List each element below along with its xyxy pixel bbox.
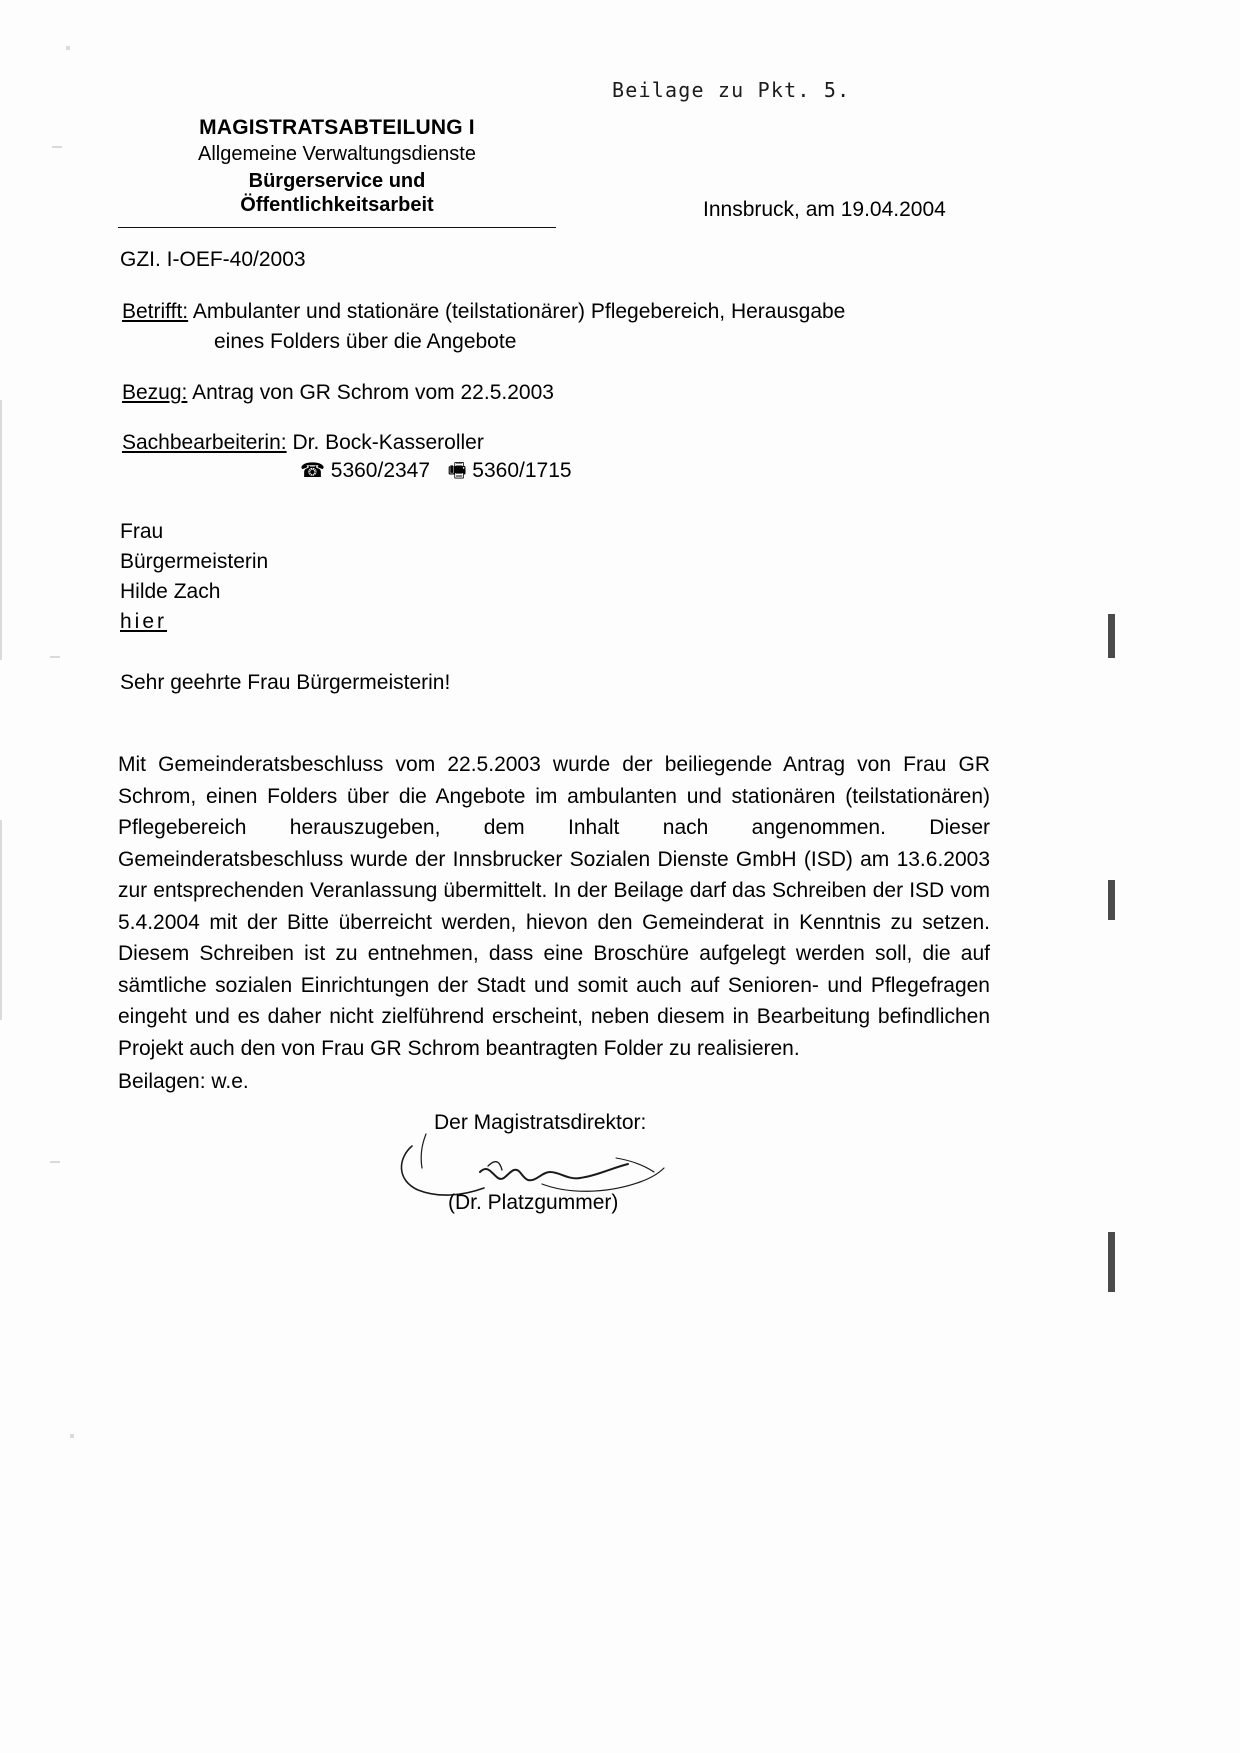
place-and-date: Innsbruck, am 19.04.2004 [703, 198, 946, 221]
addressee-block [120, 517, 268, 637]
letterhead-subtitle: Allgemeine Verwaltungsdienste [198, 143, 476, 165]
telephone-icon: ☎ [300, 458, 325, 482]
addressee-line-2: Bürgermeisterin [120, 550, 269, 573]
addressee-line-1: Frau [120, 520, 164, 543]
subject-field [122, 297, 1002, 357]
letterhead-unit-line1: Bürgerservice und [248, 170, 426, 192]
letterhead-divider [118, 227, 556, 228]
clerk-label: Sachbearbeiterin: [122, 431, 287, 454]
subject-label: Betrifft: [122, 300, 189, 323]
letterhead [122, 116, 552, 217]
clerk-phone: 5360/2347 [330, 459, 431, 482]
regarding-value: Antrag von GR Schrom vom 22.5.2003 [192, 381, 554, 404]
letterhead-department: MAGISTRATSABTEILUNG I [199, 116, 475, 139]
fax-icon: 🖷 [447, 458, 467, 482]
signer-name: (Dr. Platzgummer) [448, 1191, 619, 1214]
salutation: Sehr geehrte Frau Bürgermeisterin! [120, 671, 451, 694]
signature-title: Der Magistratsdirektor: [434, 1111, 647, 1134]
addressee-line-4: hier [120, 610, 168, 633]
attachments-note: Beilagen: w.e. [118, 1070, 249, 1093]
clerk-name: Dr. Bock-Kasseroller [292, 431, 484, 454]
body-paragraph: Mit Gemeinderatsbeschluss vom 22.5.2003 wurde der beiliegende Antrag von Frau GR Schrom, einen Folders über die Angebote im ambulanten und stationären (teilstationären) Pflegebereich herauszugeben, dem Inhalt nach angenommen. Dieser Gemeinderatsbeschluss wurde der Innsbrucker Sozialen Dienste GmbH (ISD) am 13.6.2003 zur entsprechenden Veranlassung übermittelt. In der Beilage darf das Schreiben der ISD vom 5.4.2004 mit der Bitte überreicht werden, hievon den Gemeinderat in Kenntnis zu setzen. Diesem Schreiben ist zu entnehmen, dass eine Broschüre aufgelegt werden soll, die auf sämtliche sozialen Einrichtungen der Stadt und somit auch auf Senioren- und Pflegefragen eingeht und es daher nicht zielführend erscheint, neben diesem in Bearbeitung befindlichen Projekt auch den von Frau GR Schrom beantragten Folder zu realisieren. [118, 753, 990, 1060]
clerk-contact [300, 456, 572, 490]
clerk-fax: 5360/1715 [472, 459, 572, 482]
addressee-line-3: Hilde Zach [120, 580, 221, 603]
regarding-field [122, 378, 554, 408]
file-number: GZI. I-OEF-40/2003 [120, 248, 306, 271]
reference-note: Beilage zu Pkt. 5. [612, 78, 851, 102]
subject-line2: eines Folders über die Angebote [214, 330, 517, 353]
letterhead-unit-line2: Öffentlichkeitsarbeit [240, 194, 434, 216]
regarding-label: Bezug: [122, 381, 188, 404]
clerk-field [122, 428, 484, 458]
subject-line1: Ambulanter und stationäre (teilstationärer) Pflegebereich, Herausgabe [192, 300, 846, 323]
